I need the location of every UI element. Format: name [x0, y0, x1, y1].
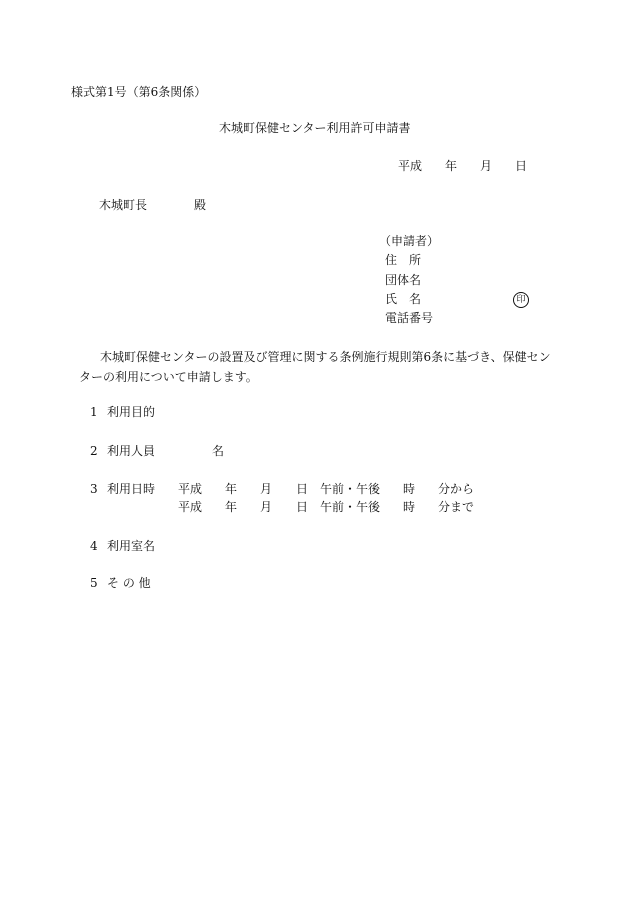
date-year-unit: 年 — [445, 159, 458, 173]
to-ampm: 午前・午後 — [320, 500, 381, 514]
group-name-label: 団体名 — [385, 273, 422, 287]
to-hour-unit: 時 — [403, 500, 416, 514]
to-year-unit: 年 — [225, 500, 238, 514]
document-title: 木城町保健センター利用許可申請書 — [219, 121, 411, 135]
application-statement: 木城町保健センターの設置及び管理に関する条例施行規則第6条に基づき、保健センターの利用について申請します。 — [79, 350, 551, 384]
addressee-suffix: 殿 — [194, 198, 207, 212]
item-label: 利用目的 — [107, 405, 156, 419]
item-number: 1 — [90, 405, 98, 419]
phone-number-label: 電話番号 — [385, 311, 434, 325]
address-label: 住 所 — [385, 253, 422, 267]
seal-mark: 印 — [513, 292, 529, 308]
date-month-unit: 月 — [480, 159, 493, 173]
from-minute-unit: 分から — [438, 482, 475, 496]
from-ampm: 午前・午後 — [320, 482, 381, 496]
item-number: 2 — [90, 444, 98, 458]
from-day-unit: 日 — [296, 482, 309, 496]
from-month-unit: 月 — [260, 482, 273, 496]
to-era: 平成 — [178, 500, 203, 514]
item-number: 4 — [90, 539, 98, 553]
form-number: 様式第1号（第6条関係） — [71, 85, 207, 99]
from-hour-unit: 時 — [403, 482, 416, 496]
date-era: 平成 — [398, 159, 423, 173]
date-day-unit: 日 — [515, 159, 528, 173]
addressee-name: 木城町長 — [99, 198, 148, 212]
to-day-unit: 日 — [296, 500, 309, 514]
item-label: 利用人員 — [107, 444, 156, 458]
item-label: そ の 他 — [107, 576, 151, 590]
item-number: 5 — [90, 576, 98, 590]
to-month-unit: 月 — [260, 500, 273, 514]
applicant-label: （申請者） — [379, 234, 440, 248]
item-label: 利用日時 — [107, 482, 156, 496]
applicant-name-label: 氏 名 — [385, 292, 422, 306]
from-era: 平成 — [178, 482, 203, 496]
item-number: 3 — [90, 482, 98, 496]
people-unit: 名 — [212, 444, 225, 458]
item-label: 利用室名 — [107, 539, 156, 553]
from-year-unit: 年 — [225, 482, 238, 496]
to-minute-unit: 分まで — [438, 500, 475, 514]
